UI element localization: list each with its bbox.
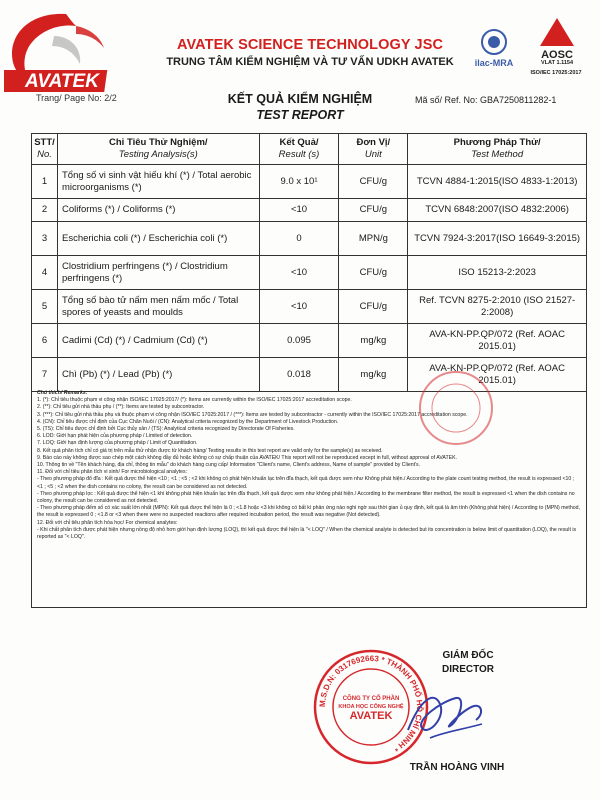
row-result: 9.0 x 10¹ [259,165,339,199]
seal-center-line-2: KHOA HỌC CÔNG NGHỆ [338,704,404,710]
remark-line: - Khi chất phân tích được phát hiện nhưng nồng độ nhỏ hơn giới hạn định lượng (LOQ), thì kết quả được thể hiện là "< LOQ" / When the chemical analyte is detected but its concentration is below limit of quantitation (LOQ), the result is reported as "< LOQ". [37,526,577,541]
remark-line: 1. (*): Chỉ tiêu thuộc phạm vi công nhận ISO/IEC 17025:2017/ (*): Items are currently within the ISO/IEC 17025:2017 accreditation scope. [37,397,352,404]
remarks-heading: Chú thích/ Remarks: [37,390,88,396]
center-name: TRUNG TÂM KIỂM NGHIỆM VÀ TƯ VẤN UDKH AVATEK [166,56,454,68]
row-analysis: Tổng số vi sinh vật hiếu khí (*) / Total aerobic microorganisms (*) [57,165,259,199]
header-result-vn: Kết Quả/ [279,137,319,148]
ilac-text: ilac-MRA [474,58,514,68]
header-unit-en: Unit [364,149,382,160]
remark-line: 5. (TS): Chỉ tiêu được chỉ định bởi Cục thủy sản / (TS): Analytical criteria recognized by Directorate Of Fisheries. [37,426,295,433]
header-analysis-en: Testing Analysis(s) [118,149,198,160]
row-result: 0.018 [259,358,339,392]
row-unit: CFU/g [339,199,408,222]
row-number: 2 [32,199,58,222]
signature-mark [400,680,490,750]
header-analysis-vn: Chỉ Tiêu Thử Nghiệm/ [109,137,208,148]
table-header-row [32,134,587,165]
logo-text: AVATEK [25,71,99,92]
row-number: 5 [32,290,58,324]
row-method: AVA-KN-PP.QP/072 (Ref. AOAC 2015.01) [408,324,587,358]
page-number: Trang/ Page No: 2/2 [36,93,117,103]
report-subtitle: TEST REPORT [256,108,344,122]
ilac-mra-logo [466,28,522,72]
director-title-vn: GIÁM ĐỐC [442,650,494,661]
overlap-stamp [416,368,496,448]
aosc-vlat: VLAT 1.1154 [541,60,573,66]
table-row [32,256,587,290]
remark-line: - Theo phương pháp lọc : Kết quả được thể hiện <1 khi không phát hiện khuẩn lạc trên đĩa thạch, kết quả được xem như không phát hiện./ According to the membrane filter method, the result is expressed <1 when the dish contains no colony, the result can be considered as not detected. [37,490,575,505]
row-analysis: Coliforms (*) / Coliforms (*) [57,199,259,222]
row-unit: CFU/g [339,165,408,199]
row-method: ISO 15213-2:2023 [408,256,587,290]
row-analysis: Cadimi (Cd) (*) / Cadmium (Cd) (*) [57,324,259,358]
company-name: AVATEK SCIENCE TECHNOLOGY JSC [176,37,444,53]
row-method: TCVN 4884-1:2015(ISO 4833-1:2013) [408,165,587,199]
row-analysis: Chì (Pb) (*) / Lead (Pb) (*) [57,358,259,392]
row-method: TCVN 7924-3:2017(ISO 16649-3:2015) [408,222,587,256]
row-unit: MPN/g [339,222,408,256]
header-result [259,134,339,165]
header-analysis [57,134,259,165]
seal-ring-text: M.S.D.N: 0317692663 * THÀNH PHỐ HỒ CHÍ MINH * [317,653,425,754]
header-method-vn: Phương Pháp Thử/ [453,137,541,148]
reference-number: Mã số/ Ref. No: GBA7250811282-1 [415,95,557,105]
table-row [32,222,587,256]
row-number: 1 [32,165,58,199]
row-analysis: Escherichia coli (*) / Escherichia coli (*) [57,222,259,256]
header-stt-vn: STT/ [34,137,55,148]
row-method: Ref. TCVN 8275-2:2010 (ISO 21527-2:2008) [408,290,587,324]
row-result: <10 [259,256,339,290]
remark-line: 12. Đối với chỉ tiêu phân tích hóa học/ For chemical analytes: [37,519,178,526]
header-unit [339,134,408,165]
table-row [32,324,587,358]
seal-center-line-3: AVATEK [349,710,393,722]
seal-center-line-1: CÔNG TY CỔ PHẦN [342,696,400,702]
header-method [408,134,587,165]
row-method: AVA-KN-PP.QP/072 (Ref. AOAC 2015.01) [408,358,587,392]
header-stt-en: No. [37,149,52,160]
header-result-en: Result (s) [278,149,320,160]
table-row [32,290,587,324]
avatek-logo [4,8,124,96]
row-unit: mg/kg [339,324,408,358]
row-result: <10 [259,290,339,324]
remark-line: 6. LOD: Giới hạn phát hiện của phương pháp / Limited of detection. [37,433,193,440]
report-title: KẾT QUẢ KIỂM NGHIỆM [227,92,373,106]
table-row [32,199,587,222]
results-table [31,133,587,392]
row-method: TCVN 6848:2007(ISO 4832:2006) [408,199,587,222]
row-number: 4 [32,256,58,290]
row-result: 0 [259,222,339,256]
header-stt [32,134,58,165]
remarks-box [31,387,587,608]
row-unit: CFU/g [339,290,408,324]
remark-line: 11. Đối với chỉ tiêu phân tích vi sinh/ For microbiological analytes: [37,469,188,476]
table-row [32,165,587,199]
director-title-en: DIRECTOR [441,664,495,675]
row-analysis: Tổng số bào tử nấm men nấm mốc / Total spores of yeasts and moulds [57,290,259,324]
remark-line: - Theo phương pháp đếm số có xác suất lớn nhất (MPN): Kết quả được thể hiện là 0 ; <1.8 hoặc <3 khi không có bất kì phản ứng nào nghi ngờ sau thời gian ủ quy định, kết quả là âm tính (Không phát hiện) / According to (MPN) method, the result is expressed 0 ; <1.8 or <3 when there were no suspected reactions after required incubation period, the result was negative (Not detected). [37,505,580,519]
remark-line: 10. Thông tin về "Tên khách hàng, địa chỉ, thông tin mẫu" do khách hàng cung cấp/ Information "Client's name, Client's address, Name of sample" provided by Client's. [37,462,421,469]
remark-line: 2. (**): Chỉ tiêu gửi nhà thầu phụ / (**): Items are tested by subcontractor. [37,404,205,411]
remark-line: - Theo phương pháp đổ đĩa : Kết quả được thể hiện <10 ; <1 ; <5 ; <2 khi không có phát hiện khuẩn lạc trên đĩa thạch, kết quả được xem như Không phát hiện./ According to the plate count testing method, the result is expressed <10 ; <1 ; <5 ; <2 when the dish contains no colony, the result can be considered as not detected. [37,476,575,490]
remark-line: 4. (CN): Chỉ tiêu được chỉ định của Cục Chăn Nuôi / (CN): Analytical criteria recognized by the Department of Livestock Production. [37,418,339,425]
row-analysis: Clostridium perfringens (*) / Clostridium perfringens (*) [57,256,259,290]
row-result: <10 [259,199,339,222]
row-number: 7 [32,358,58,392]
row-number: 3 [32,222,58,256]
signer-name: TRẦN HOÀNG VINH [409,762,505,773]
row-result: 0.095 [259,324,339,358]
row-unit: mg/kg [339,358,408,392]
row-unit: CFU/g [339,256,408,290]
row-number: 6 [32,324,58,358]
header-method-en: Test Method [471,149,524,160]
header-unit-vn: Đơn Vị/ [356,137,391,148]
remark-line: 3. (***): Chỉ tiêu gửi nhà thầu phụ và thuộc phạm vi công nhận ISO/IEC 17025:2017 / (***): Items are tested by subcontractor - currently within the ISO/IEC 17025:2017 accreditation scope. [37,411,468,418]
remark-line: 9. Báo cáo này không được sao chép một cách không đầy đủ hoặc không có sự chấp thuận của AVATEK/ This report will not be reproduced except in full, without approval of AVATEK. [37,454,458,461]
aosc-iso: ISO/IEC 17025:2017 [530,70,582,76]
remark-line: 7. LOQ: Giới hạn định lượng của phương pháp / Limit of Quantitation. [37,440,198,447]
remark-line: 8. Kết quả phân tích chỉ có giá trị trên mẫu thử nhận được từ khách hàng/ Testing results in this test report are valid only for the sample(s) as received. [37,447,383,454]
aosc-text: AOSC [541,49,573,61]
